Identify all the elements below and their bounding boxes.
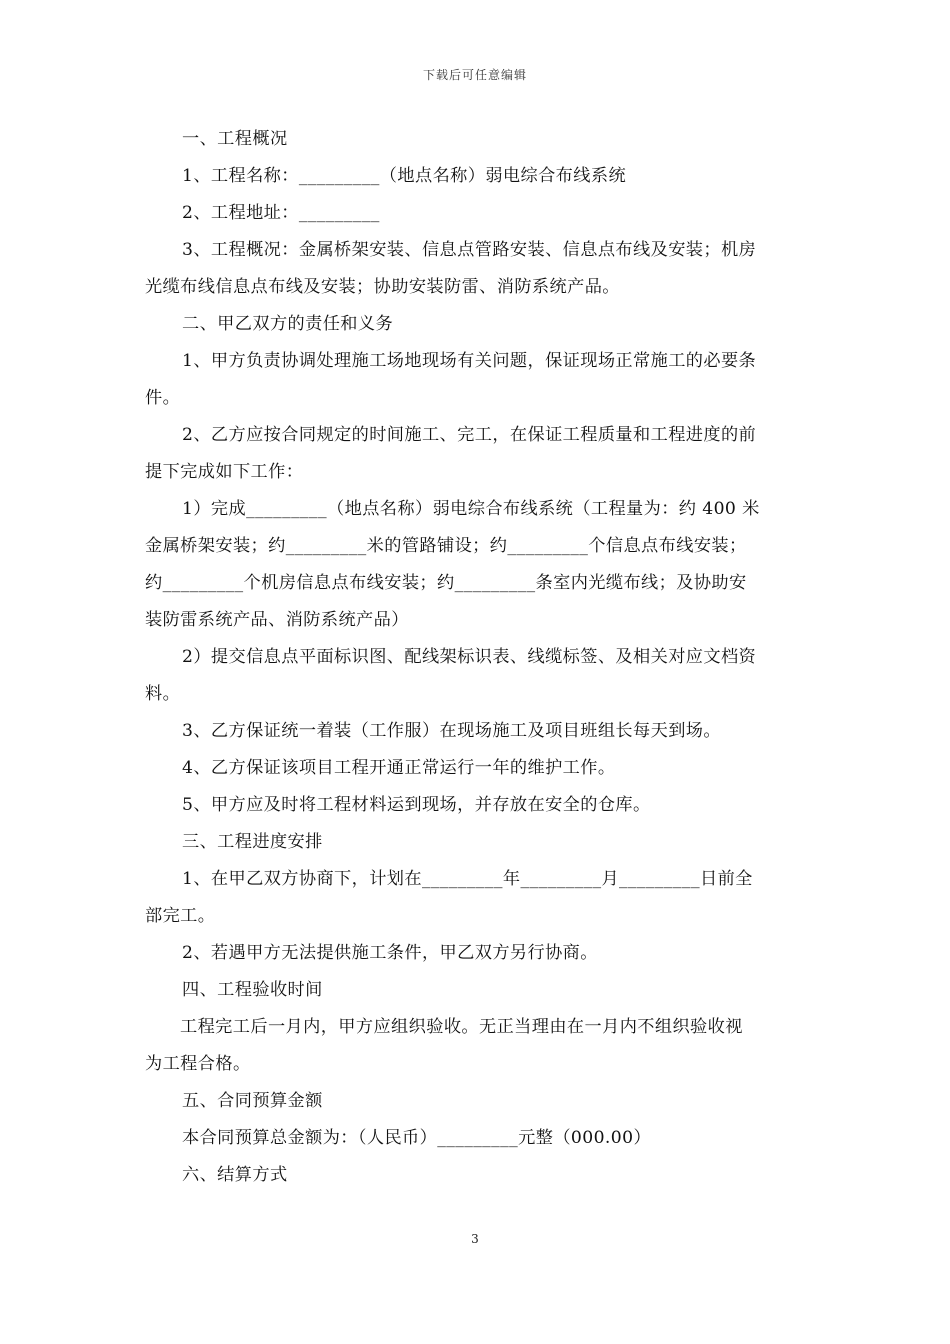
section-heading-overview: 一、工程概况 <box>182 129 288 149</box>
paragraph-line: 2）提交信息点平面标识图、配线架标识表、线缆标签、及相关对应文档资 <box>182 647 757 667</box>
paragraph-line: 金属桥架安装；约_________米的管路铺设；约_________个信息点布线安装； <box>145 536 747 556</box>
section-heading-schedule: 三、工程进度安排 <box>182 832 323 852</box>
page-number: 3 <box>471 1232 479 1246</box>
paragraph-line: 料。 <box>145 684 181 704</box>
paragraph-line: 4、乙方保证该项目工程开通正常运行一年的维护工作。 <box>182 758 616 778</box>
paragraph-line: 本合同预算总金额为：（人民币）_________元整（000.00） <box>182 1128 652 1148</box>
paragraph-line: 装防雷系统产品、消防系统产品） <box>145 610 409 630</box>
paragraph-line: 约_________个机房信息点布线安装；约_________条室内光缆布线；及协助安 <box>145 573 747 593</box>
section-heading-acceptance: 四、工程验收时间 <box>182 980 323 1000</box>
paragraph-line: 5、甲方应及时将工程材料运到现场，并存放在安全的仓库。 <box>182 795 651 815</box>
section-heading-settlement: 六、结算方式 <box>182 1165 288 1185</box>
paragraph-line: 1、在甲乙双方协商下，计划在_________年_________月_________日前全 <box>182 869 753 889</box>
paragraph-line: 2、工程地址：_________ <box>182 203 380 223</box>
paragraph-line: 部完工。 <box>145 906 216 926</box>
paragraph-line: 1、工程名称：_________（地点名称）弱电综合布线系统 <box>182 166 627 186</box>
paragraph-line: 1、甲方负责协调处理施工场地现场有关问题，保证现场正常施工的必要条 <box>182 351 757 371</box>
paragraph-line: 为工程合格。 <box>145 1054 251 1074</box>
paragraph-line: 2、若遇甲方无法提供施工条件，甲乙双方另行协商。 <box>182 943 598 963</box>
paragraph-line: 工程完工后一月内，甲方应组织验收。无正当理由在一月内不组织验收视 <box>180 1017 743 1037</box>
document-body <box>145 121 807 1194</box>
paragraph-line: 提下完成如下工作： <box>145 462 304 482</box>
page-header: 下载后可任意编辑 <box>422 68 527 82</box>
paragraph-line: 3、乙方保证统一着装（工作服）在现场施工及项目班组长每天到场。 <box>182 721 721 741</box>
paragraph-line: 1）完成_________（地点名称）弱电综合布线系统（工程量为：约 400 米 <box>182 499 760 519</box>
section-heading-budget: 五、合同预算金额 <box>182 1091 323 1111</box>
paragraph-line: 件。 <box>145 388 181 408</box>
paragraph-line: 3、工程概况：金属桥架安装、信息点管路安装、信息点布线及安装；机房 <box>182 240 757 260</box>
paragraph-line: 光缆布线信息点布线及安装；协助安装防雷、消防系统产品。 <box>145 277 620 297</box>
paragraph-line: 2、乙方应按合同规定的时间施工、完工，在保证工程质量和工程进度的前 <box>182 425 757 445</box>
section-heading-responsibilities: 二、甲乙双方的责任和义务 <box>182 314 394 334</box>
